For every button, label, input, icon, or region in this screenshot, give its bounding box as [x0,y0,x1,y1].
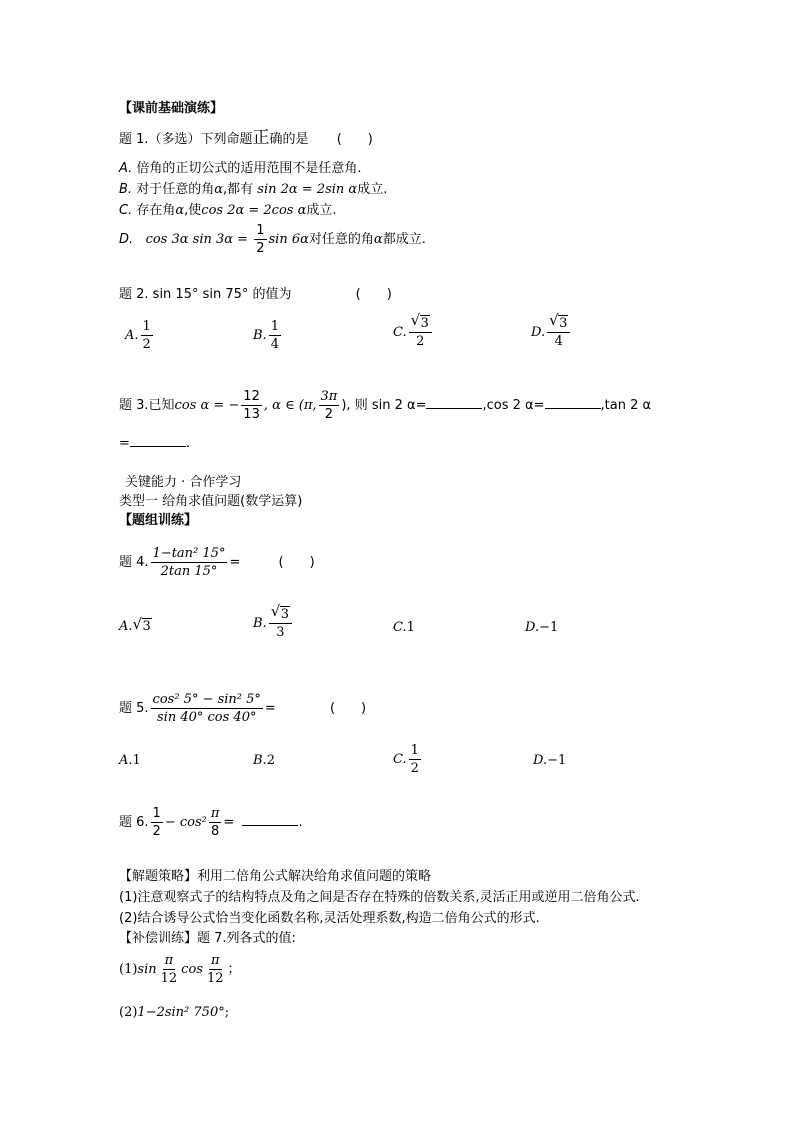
pre-section-title: 【课前基础演练】 [119,101,224,116]
q6-fraction-2 [209,805,222,840]
q4-prefix: 题 4. [119,555,149,570]
sqrt-icon: √ 3 [132,615,151,634]
q7-head: 【补偿训练】题 7.列各式的值: [119,931,296,946]
section2-title: 关键能力 · 合作学习 [125,475,242,490]
q2-a-fraction [141,318,153,353]
q4-fraction [151,545,228,580]
q5-stem [119,691,366,726]
q1-a-text: 倍角的正切公式的适用范围不是任意角. [136,161,362,176]
q2-a-den: 2 [142,337,151,352]
sqrt-icon: √ 3 [549,311,568,331]
q6-n2: π [210,806,220,821]
q1-a-label: A. [119,161,133,176]
q5-a-label: A. [119,753,133,768]
q6-minus-cos: − cos² [164,815,207,830]
q7-p1-fraction-2 [205,952,226,987]
q7-part1 [119,952,241,987]
q1-c-post: 成立. [306,203,337,218]
q1-d-post1: 对任意的角 [308,232,374,247]
q7-p2-expr: 1−2sin² 750° [137,1005,225,1020]
q3-interval: , α ∈ (π, [263,398,317,413]
q3-cos2: ,cos 2 α= [482,398,545,413]
q1-c-mid: ,使 [184,203,202,218]
q1-zheng: 正 [252,128,270,148]
q1-d-num: 1 [256,223,265,238]
q6-blank[interactable] [242,813,298,826]
q4-a-val: 3 [142,619,151,634]
q6-d1: 2 [152,824,161,839]
strategy-line1: (1)注意观察式子的结构特点及角之间是否存在特殊的倍数关系,灵活正用或逆用二倍角公式. [119,890,640,905]
q6-fraction-1 [151,805,163,840]
q3-fraction [241,388,262,423]
q1-suffix: 确的是 [269,132,309,147]
q5-c-fraction [409,742,421,777]
q7-part2 [119,1005,229,1021]
type1-title: 类型一 给角求值问题(数学运算) [119,494,303,509]
q3-blank-tan2[interactable] [130,434,186,447]
q7-p1-fraction-1 [159,952,180,987]
q4-option-a [119,615,152,635]
q5-answer-paren: ( ) [329,701,367,716]
q5-fraction [151,691,263,726]
q5-d-val: −1 [547,753,567,768]
q1-b-alpha: α [214,182,223,197]
q2-d-label: D. [531,325,546,340]
q3-close: ), [341,398,351,413]
q2-c-fraction [409,311,432,350]
sqrt-icon: √ 3 [410,311,429,331]
q1-d-label: D. [119,232,134,247]
q4-answer-paren: ( ) [278,555,315,570]
q3-pi-den: 2 [324,407,334,422]
q1-d-alpha: α [373,232,383,247]
q2-b-fraction [269,318,281,353]
q2-a-num: 1 [142,319,151,334]
q7-p1-d2: 12 [206,971,224,986]
q5-b-label: B. [253,753,267,768]
q5-option-c [393,742,423,777]
q2-c-num: 3 [420,316,429,331]
q7-p1-cos: cos [181,962,203,977]
q2-d-num: 3 [559,316,568,331]
q4-c-val: 1 [406,620,415,635]
q5-a-val: 1 [132,753,141,768]
q2-stem-text: 题 2. sin 15° sin 75° 的值为 [119,287,292,302]
q4-c-label: C. [393,620,407,635]
q1-b-post: 成立. [357,182,388,197]
q3-pi-num: 3π [320,389,338,404]
q6-period: . [298,815,303,830]
q7-p1-label: (1) [119,962,138,977]
q1-d-fraction [254,222,266,257]
q5-prefix: 题 5. [119,701,149,716]
q3-num: 12 [243,389,260,404]
q1-d-den: 2 [256,241,265,256]
q3-den: 13 [243,407,260,422]
q4-num: 1−tan² 15° [152,546,226,561]
q1-d-formula-right: sin 6α [268,232,309,247]
q4-den: 2tan 15° [160,564,218,579]
q1-option-c [119,203,337,219]
q5-option-a [119,753,141,769]
q1-b-pre: 对于任意的角 [136,182,215,197]
q1-c-pre: 存在角 [136,203,176,218]
q2-c-label: C. [393,325,407,340]
q2-option-a [125,318,155,353]
q3-sin2: 则 sin 2 α= [354,398,427,413]
q5-b-val: 2 [266,753,275,768]
q2-option-c [393,311,434,350]
q1-stem [119,130,373,148]
group-training-title: 【题组训练】 [119,513,198,528]
q5-c-label: C. [393,752,407,767]
q1-prefix: 题 1.（多选）下列命题 [119,132,253,147]
q2-d-fraction [547,311,570,350]
q4-b-fraction [269,602,292,641]
q1-c-alpha: α [175,203,185,218]
q3-tan-eq: = [119,436,130,451]
q4-eq: = [229,555,241,570]
q5-c-den: 2 [410,761,419,776]
q7-p1-n2: π [210,953,220,968]
q2-stem [119,287,392,303]
q4-a-label: A. [119,619,133,634]
q4-b-den: 3 [276,625,285,640]
q4-b-label: B. [253,616,267,631]
q2-c-den: 2 [416,334,425,349]
q5-den: sin 40° cos 40° [157,710,257,725]
q2-b-label: B. [253,328,267,343]
q5-option-b [253,753,275,769]
q7-p1-sin: sin [137,962,157,977]
q1-b-mid: ,都有 [223,182,254,197]
q5-option-d [533,753,566,769]
q4-d-label: D. [525,620,540,635]
q1-c-label: C. [119,203,133,218]
q1-option-b [119,182,387,198]
q3-pi-fraction [319,388,340,423]
q1-option-a [119,161,362,177]
q1-d-post2: 都成立. [382,232,426,247]
q1-b-formula: sin 2α = 2sin α [257,182,358,197]
q3-stem [119,388,651,423]
q3-blank-sin2[interactable] [426,396,482,409]
q4-option-c [393,620,415,636]
q1-b-label: B. [119,182,133,197]
q7-p1-n1: π [164,953,174,968]
q7-p1-d1: 12 [160,971,178,986]
q2-a-label: A. [125,328,139,343]
q3-period: . [185,436,191,451]
q5-num: cos² 5° − sin² 5° [152,692,261,707]
q2-b-den: 4 [270,337,279,352]
q6-n1: 1 [152,806,161,821]
q1-d-formula-left: cos 3α sin 3α = [145,232,249,247]
q3-blank-cos2[interactable] [545,396,601,409]
q7-p1-end: ； [227,962,241,977]
q7-p2-end: ; [224,1005,230,1020]
q6-d2: 8 [210,824,220,839]
q4-b-num: 3 [280,607,289,622]
strategy-title: 【解题策略】利用二倍角公式解决给角求值问题的策略 [119,869,432,884]
q6-eq: = [223,815,235,830]
sqrt-icon: √ 3 [270,602,289,622]
q4-option-d [525,620,558,636]
q4-option-b [253,602,294,641]
q2-answer-paren: ( ) [355,287,392,302]
q2-option-d [531,311,572,350]
q7-p2-label: (2) [119,1005,138,1020]
q5-d-label: D. [533,753,548,768]
q5-c-num: 1 [410,743,419,758]
q2-b-num: 1 [270,319,279,334]
q1-c-formula: cos 2α = 2cos α [201,203,307,218]
q4-d-val: −1 [539,620,559,635]
q4-stem [119,545,315,580]
q2-option-b [253,318,283,353]
q3-prefix: 题 3.已知 [119,398,175,413]
q3-tan2: ,tan 2 α [600,398,652,413]
q2-d-den: 4 [554,334,563,349]
q6-prefix: 题 6. [119,815,149,830]
q5-eq: = [264,701,276,716]
q3-tan-line [119,434,190,452]
q1-answer-paren: ( ) [336,132,373,147]
q3-cos-alpha: cos α = − [174,398,240,413]
q6-stem [119,805,303,840]
q1-option-d [119,222,426,257]
strategy-line2: (2)结合诱导公式恰当变化函数名称,灵活处理系数,构造二倍角公式的形式. [119,911,540,926]
